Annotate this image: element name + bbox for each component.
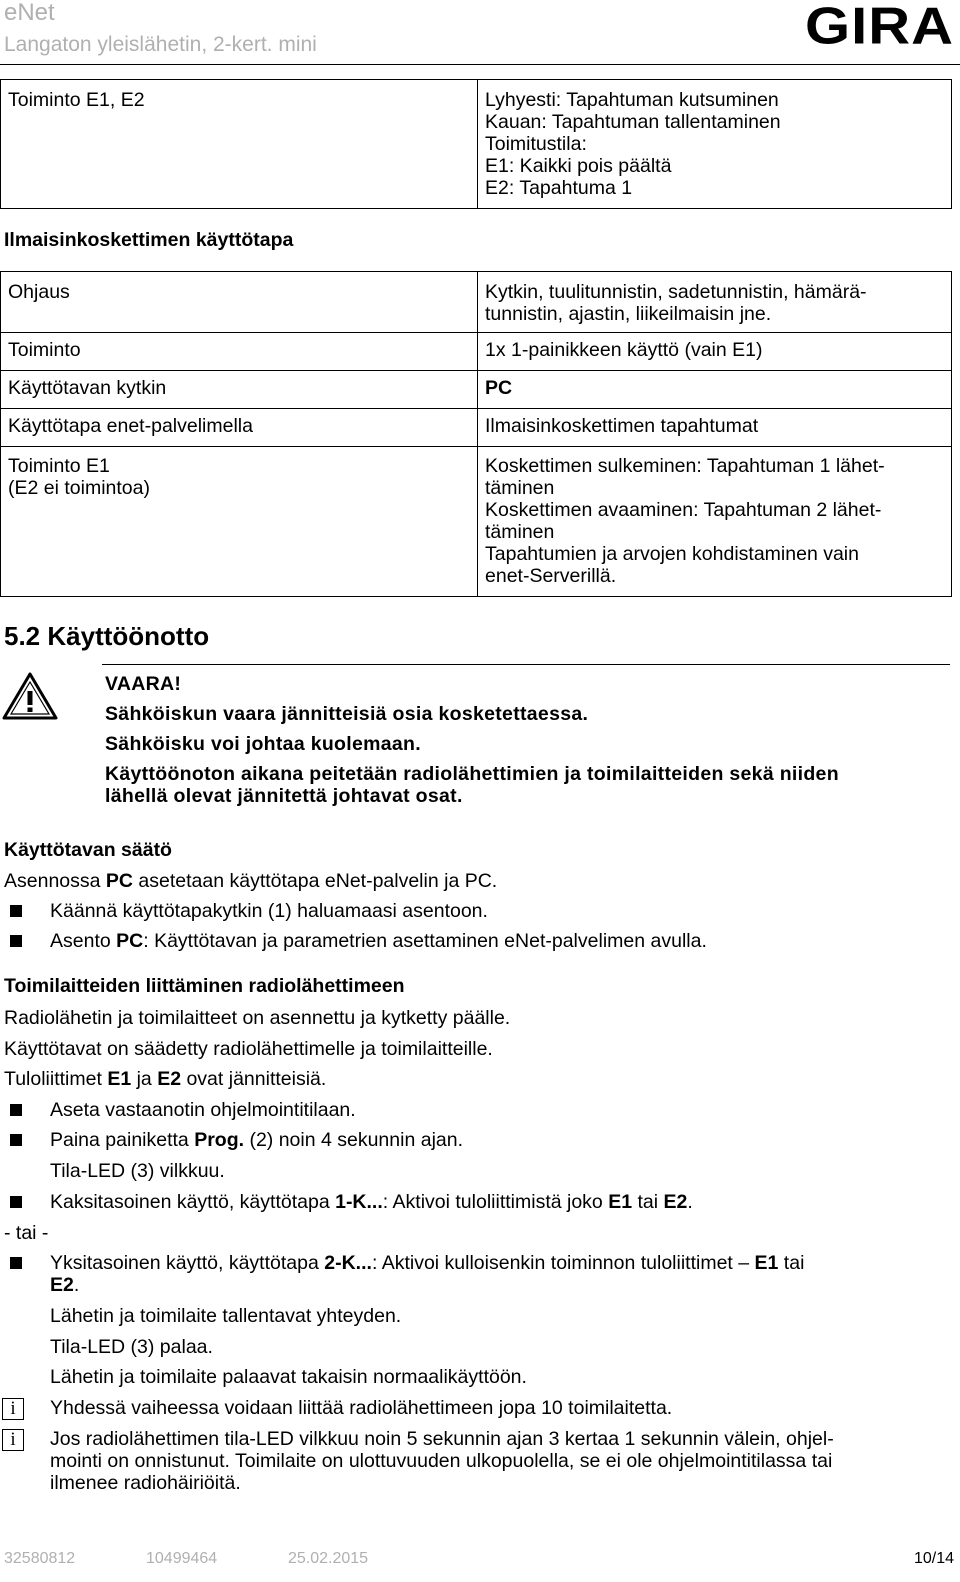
table-cell: Koskettimen sulkeminen: Tapahtuman 1 lähet- täminen Koskettimen avaaminen: Tapahtuman 2 lähet- täminen Tapahtumien ja arvojen kohdistaminen vain enet-Serverillä. [478,447,952,597]
mode-table [0,271,952,597]
list-item: Aseta vastaanotin ohjelmointitilaan. [50,1099,356,1121]
table-row [1,333,952,371]
bullet-square-icon [10,935,22,947]
list-item: Asento PC: Käyttötavan ja parametrien asettaminen eNet-palvelimen avulla. [50,930,707,952]
warning-line: Sähköiskun vaara jännitteisiä osia kosketettaessa. [105,703,589,725]
list-item: Yksitasoinen käyttö, käyttötapa 2-K...: Aktivoi kulloisenkin toiminnon tuloliittimet – E1 tai E2. [50,1252,805,1296]
list-item: Kaksitasoinen käyttö, käyttötapa 1-K...: Aktivoi tuloliittimistä joko E1 tai E2. [50,1191,693,1213]
table-cell: Käyttötapa enet-palvelimella [1,409,478,447]
table-row [1,80,952,209]
info-note: Jos radiolähettimen tila-LED vilkkuu noin 5 sekunnin ajan 3 kertaa 1 sekunnin välein, ohjel- mointi on onnistunut. Toimilaite on ulottuvuuden ulkopuolella, se ei ole ohjelmointitilassa tai ilmenee radiohäiriöitä. [50,1428,834,1494]
paragraph: Tuloliittimet E1 ja E2 ovat jännitteisiä. [4,1068,327,1090]
warning-triangle-icon [2,671,58,721]
gira-logo: GIRA [805,0,954,56]
table-cell: Kytkin, tuulitunnistin, sadetunnistin, hämärä- tunnistin, ajastin, liikeilmaisin jne. [478,272,952,333]
list-item: Käännä käyttötapakytkin (1) haluamaasi asentoon. [50,900,488,922]
bullet-square-icon [10,1196,22,1208]
table-cell: Toiminto E1, E2 [1,80,478,209]
info-icon: i [2,1429,24,1451]
result-text: Lähetin ja toimilaite tallentavat yhteyden. [50,1305,402,1327]
bullet-square-icon [10,905,22,917]
list-item: Paina painiketta Prog. (2) noin 4 sekunnin ajan. [50,1129,464,1151]
warning-title: VAARA! [105,673,182,695]
table-row [1,371,952,409]
bullet-square-icon [10,1104,22,1116]
table-cell: Toiminto [1,333,478,371]
paragraph: Asennossa PC asetetaan käyttötapa eNet-palvelin ja PC. [4,870,498,892]
header-divider [0,64,960,65]
table-row [1,447,952,597]
table-row [1,272,952,333]
warning-line: Sähköisku voi johtaa kuolemaan. [105,733,421,755]
function-table [0,79,952,209]
warning-line: Käyttöönoton aikana peitetään radiolähettimien ja toimilaitteiden sekä niiden [105,763,839,785]
result-text: Lähetin ja toimilaite palaavat takaisin normaalikäyttöön. [50,1366,527,1388]
table-row [1,409,952,447]
table-cell: Käyttötavan kytkin [1,371,478,409]
paragraph: Käyttötavat on säädetty radiolähettimelle ja toimilaitteille. [4,1038,493,1060]
table-cell: Ohjaus [1,272,478,333]
paragraph: Radiolähetin ja toimilaitteet on asennettu ja kytketty päälle. [4,1007,511,1029]
warning-block [105,673,935,815]
result-text: Tila-LED (3) vilkkuu. [50,1160,225,1182]
table-cell: PC [478,371,952,409]
or-separator: - tai - [4,1222,49,1244]
product-subtitle: Langaton yleislähetin, 2-kert. mini [4,33,317,56]
section-title: 5.2 Käyttöönotto [4,621,210,651]
subheading-connect: Toimilaitteiden liittäminen radiolähettimeen [4,975,405,997]
table-cell: Lyhyesti: Tapahtuman kutsuminen Kauan: Tapahtuman tallentaminen Toimitustila: E1: Kaikki pois päältä E2: Tapahtuma 1 [478,80,952,209]
table-cell: Ilmaisinkoskettimen tapahtumat [478,409,952,447]
subheading-mode: Ilmaisinkoskettimen käyttötapa [4,229,294,251]
product-name: eNet [4,0,55,26]
info-note: Yhdessä vaiheessa voidaan liittää radiolähettimeen jopa 10 toimilaitetta. [50,1397,673,1419]
table-cell: Toiminto E1 (E2 ei toimintoa) [1,447,478,597]
table-cell: 1x 1-painikkeen käyttö (vain E1) [478,333,952,371]
bullet-square-icon [10,1134,22,1146]
warning-line: lähellä olevat jännitettä johtavat osat. [105,785,463,807]
info-icon: i [2,1398,24,1420]
page-number: 10/14 [913,1550,954,1567]
footer-code1: 32580812 [4,1550,76,1567]
warning-divider [102,664,950,665]
result-text: Tila-LED (3) palaa. [50,1336,213,1358]
subheading-mode-setting: Käyttötavan säätö [4,839,172,861]
footer-code2: 10499464 [146,1550,218,1567]
footer-date: 25.02.2015 [288,1550,369,1567]
bullet-square-icon [10,1257,22,1269]
